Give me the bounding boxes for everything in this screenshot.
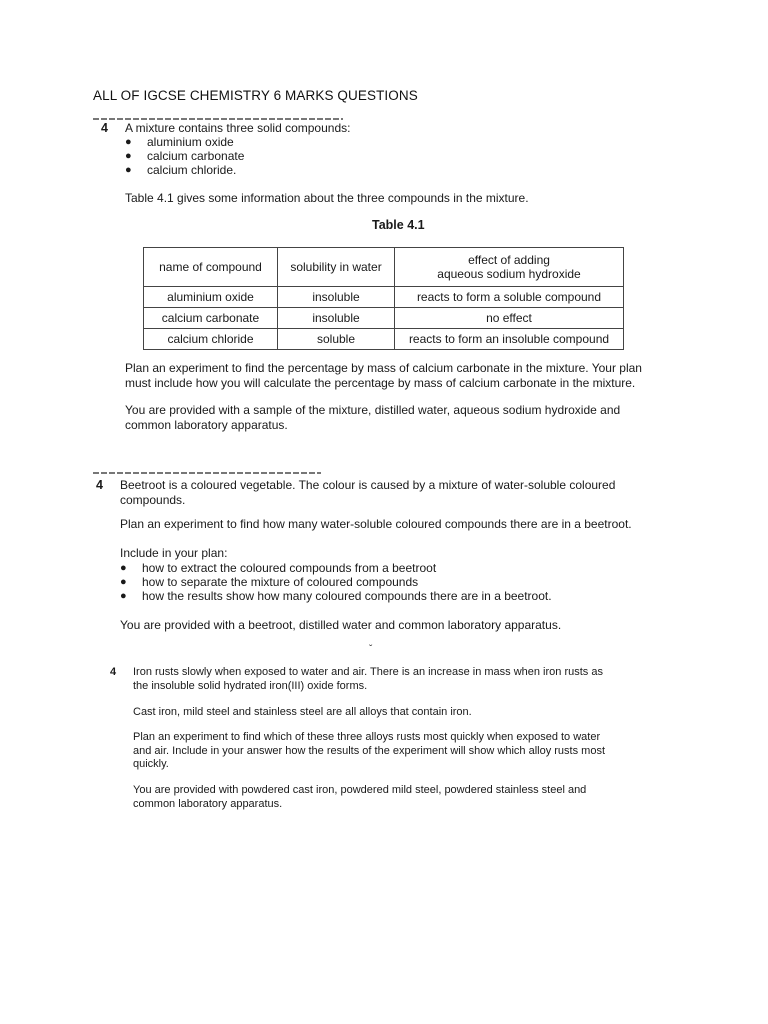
provided-text: You are provided with powdered cast iron, powdered mild steel, powdered stainless steel and common laboratory apparatus. bbox=[133, 784, 587, 810]
list-item: ● how the results show how many coloured compounds there are in a beetroot. bbox=[120, 589, 552, 603]
question-number: 4 bbox=[101, 121, 108, 135]
table-row bbox=[144, 287, 624, 308]
table-row bbox=[144, 308, 624, 329]
table-cell: insoluble bbox=[278, 287, 395, 308]
question-intro: Iron rusts slowly when exposed to water and air. There is an increase in mass when iron rusts as the insoluble solid hydrated iron(III) oxide forms. bbox=[133, 666, 603, 692]
list-item: ● calcium carbonate bbox=[125, 149, 245, 163]
table-header-row bbox=[144, 248, 624, 287]
bullet-icon: ● bbox=[120, 562, 127, 574]
table-cell: aluminium oxide bbox=[144, 287, 278, 308]
include-label: Include in your plan: bbox=[120, 546, 228, 560]
document-title: ALL OF IGCSE CHEMISTRY 6 MARKS QUESTIONS bbox=[93, 88, 418, 103]
bullet-icon: ● bbox=[120, 590, 127, 602]
table-cell: reacts to form a soluble compound bbox=[395, 287, 624, 308]
plan-text: Plan an experiment to find which of these three alloys rusts most quickly when exposed to water and air. Include in your answer how the results of the experiment will show which alloy rusts most quickly. bbox=[133, 731, 605, 770]
table-cell: no effect bbox=[395, 308, 624, 329]
question-number: 4 bbox=[110, 666, 117, 678]
table-header: solubility in water bbox=[278, 248, 395, 287]
stray-mark: ˇ bbox=[369, 644, 373, 655]
list-item: ● aluminium oxide bbox=[125, 135, 234, 149]
table-caption: Table 4.1 bbox=[372, 218, 425, 232]
list-item: ● calcium chloride. bbox=[125, 163, 237, 177]
table-intro: Table 4.1 gives some information about the three compounds in the mixture. bbox=[125, 191, 529, 205]
compound-table bbox=[143, 247, 624, 350]
bullet-icon: ● bbox=[120, 576, 127, 588]
table-row bbox=[144, 329, 624, 350]
question-separator bbox=[93, 118, 343, 120]
table-cell: insoluble bbox=[278, 308, 395, 329]
table-header: name of compound bbox=[144, 248, 278, 287]
plan-text: Plan an experiment to find the percentage by mass of calcium carbonate in the mixture. Your plan must include how you will calculate the percentage by mass of calcium carbonate in the mixture. bbox=[125, 361, 642, 390]
table-cell: calcium chloride bbox=[144, 329, 278, 350]
list-item: ● how to extract the coloured compounds from a beetroot bbox=[120, 561, 437, 575]
alloys-text: Cast iron, mild steel and stainless steel are all alloys that contain iron. bbox=[133, 706, 472, 718]
provided-text: You are provided with a sample of the mixture, distilled water, aqueous sodium hydroxide and common laboratory apparatus. bbox=[125, 403, 621, 432]
compound-list bbox=[122, 135, 244, 177]
question-separator bbox=[93, 472, 321, 474]
bullet-icon: ● bbox=[125, 164, 132, 176]
plan-text: Plan an experiment to find how many water-soluble coloured compounds there are in a beetroot. bbox=[120, 517, 632, 531]
table-cell: calcium carbonate bbox=[144, 308, 278, 329]
table-header: effect of adding aqueous sodium hydroxide bbox=[395, 248, 624, 287]
question-intro: Beetroot is a coloured vegetable. The colour is caused by a mixture of water-soluble coloured compounds. bbox=[120, 478, 616, 507]
bullet-icon: ● bbox=[125, 136, 132, 148]
plan-requirement-list bbox=[117, 561, 552, 603]
table-cell: reacts to form an insoluble compound bbox=[395, 329, 624, 350]
bullet-icon: ● bbox=[125, 150, 132, 162]
provided-text: You are provided with a beetroot, distilled water and common laboratory apparatus. bbox=[120, 618, 562, 632]
list-item: ● how to separate the mixture of coloured compounds bbox=[120, 575, 419, 589]
table-cell: soluble bbox=[278, 329, 395, 350]
question-intro: A mixture contains three solid compounds: bbox=[125, 121, 351, 135]
question-number: 4 bbox=[96, 478, 103, 492]
